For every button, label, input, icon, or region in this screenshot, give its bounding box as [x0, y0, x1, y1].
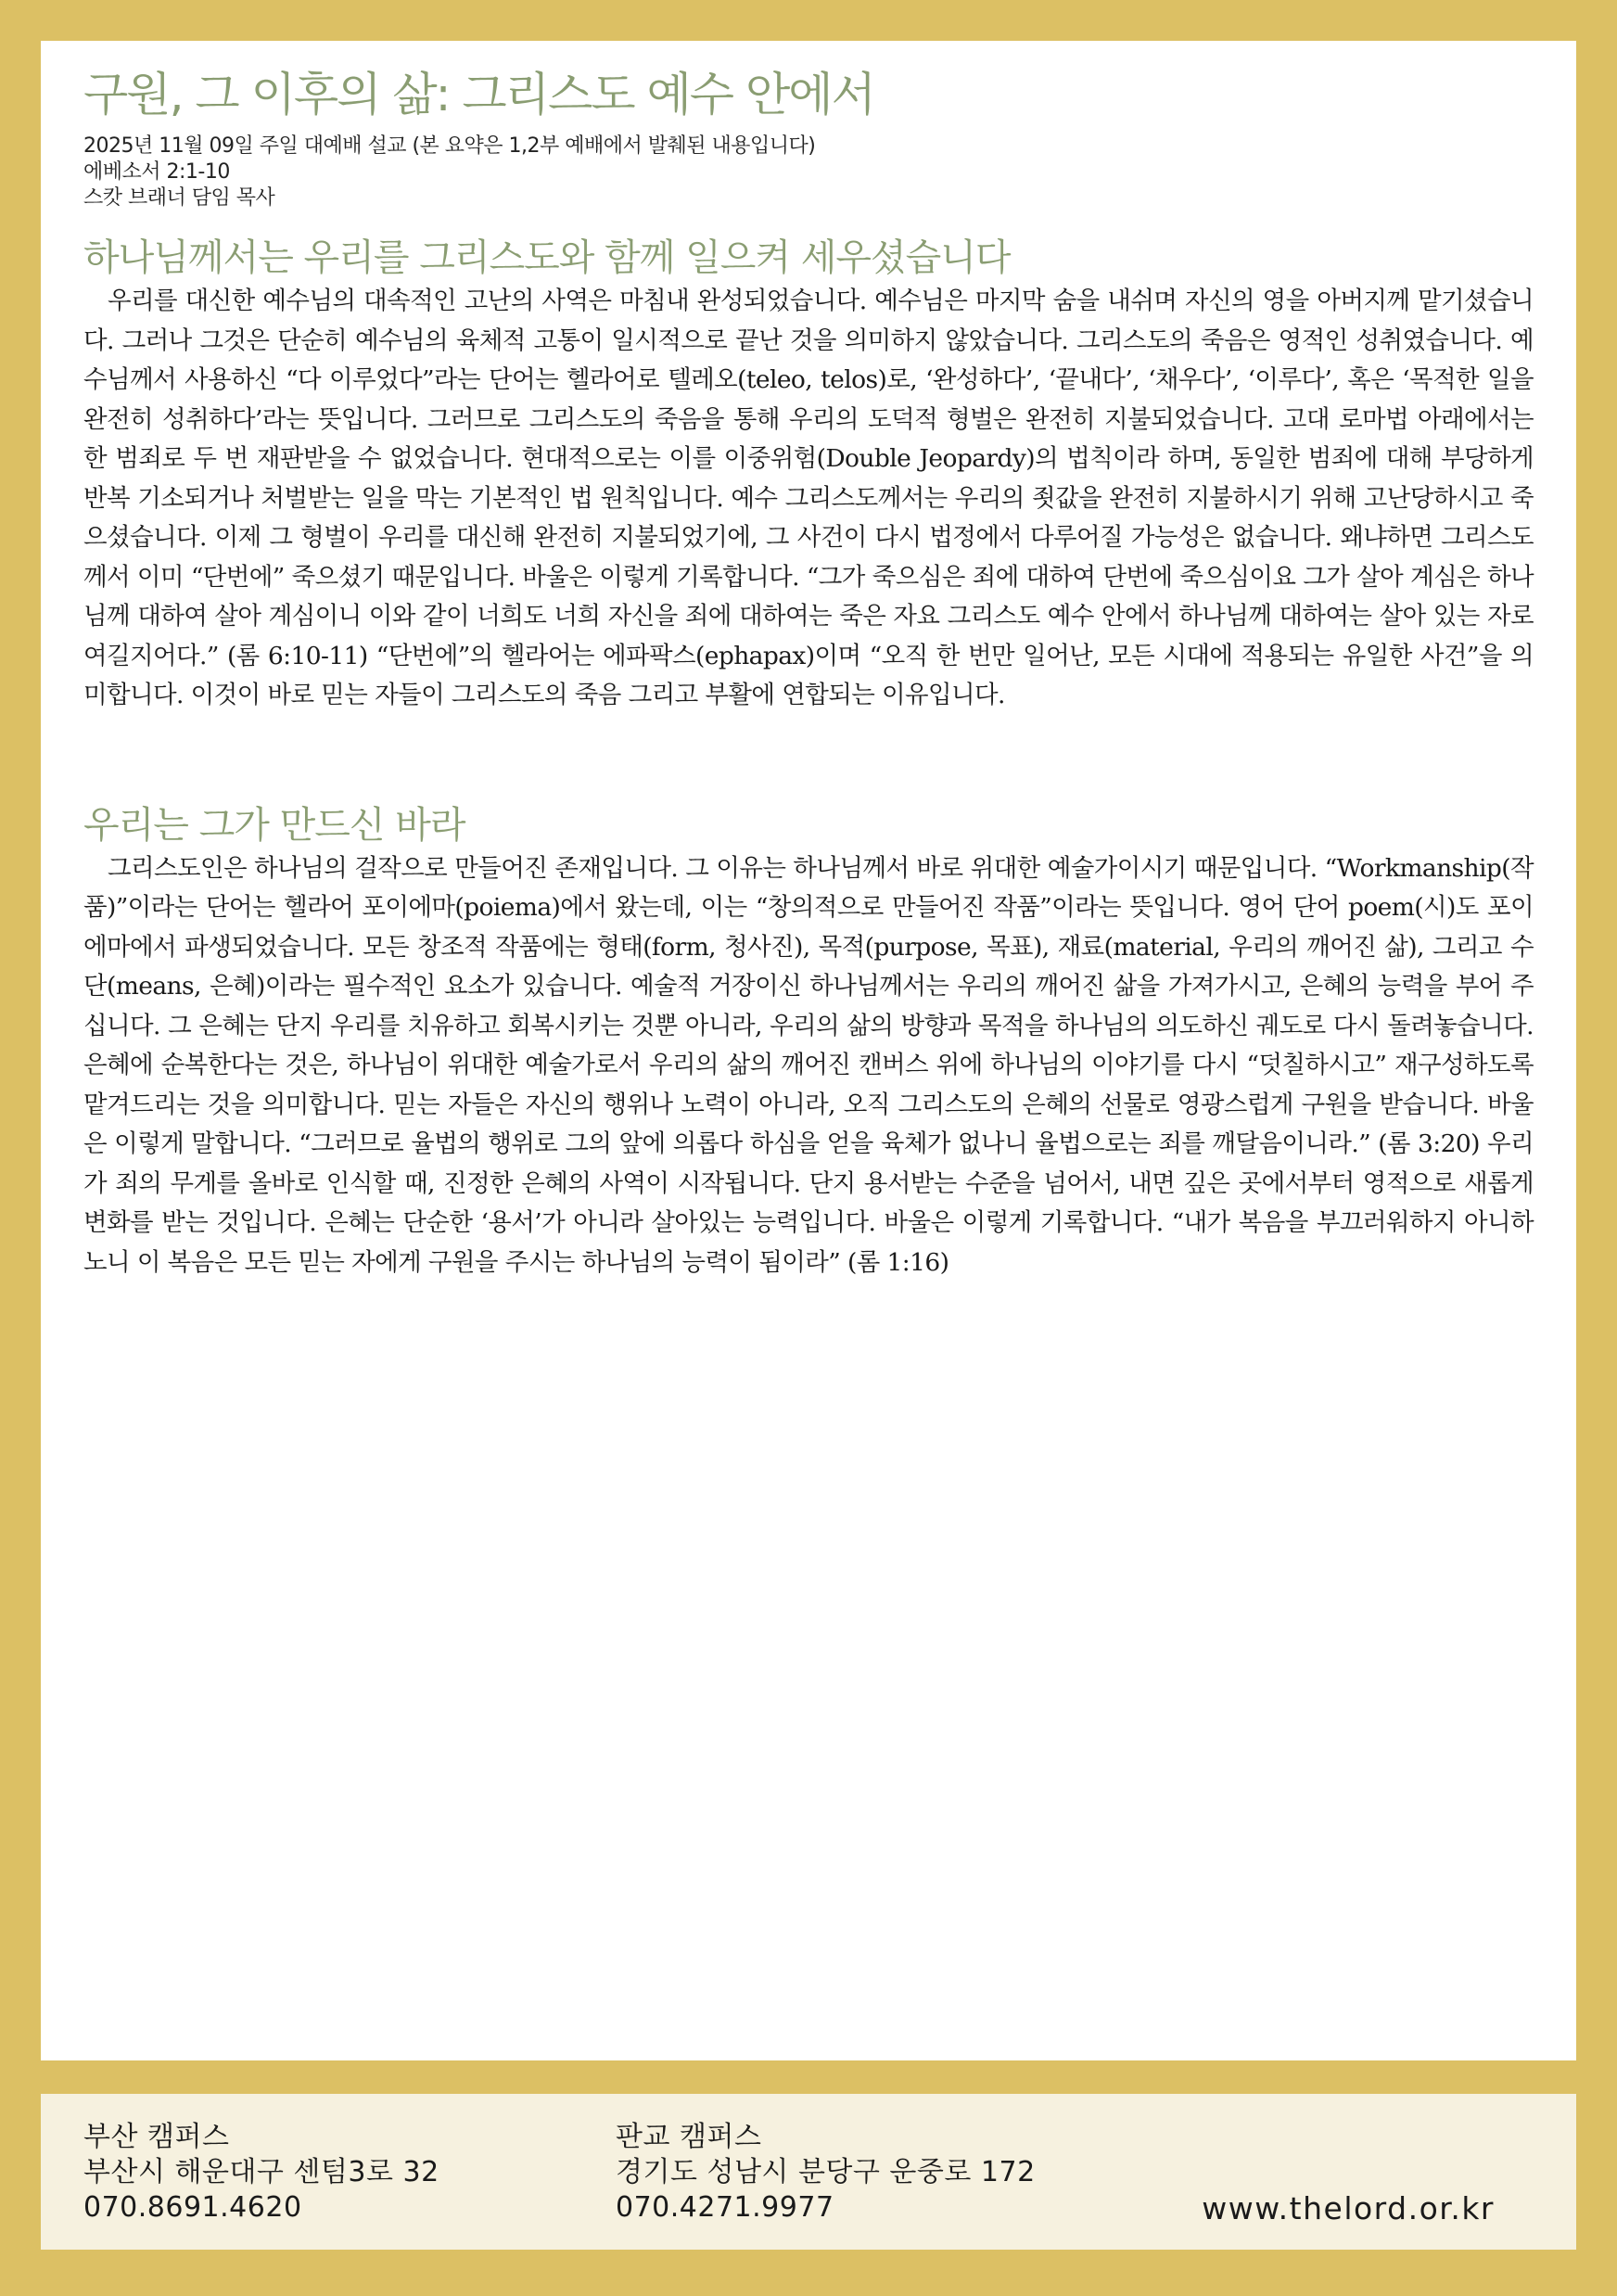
scripture-reference: 에베소서 2:1-10 [83, 160, 230, 185]
section-body-raised-with-christ: 우리를 대신한 예수님의 대속적인 고난의 사역은 마침내 완성되었습니다. 예수님은 마지막 숨을 내쉬며 자신의 영을 아버지께 맡기셨습니다. 그러나 그것은 단순히 예수님의 육체적 고통이 일시적으로 끝난 것을 의미하지 않았습니다. 그리스도의 죽음은 영적인 성취였습니다. 예수님께서 사용하신 “다 이루었다”라는 단어는 헬라어로 텔레오(teleo, telos)로, ‘완성하다’, ‘끝내다’, ‘채우다’, ‘이루다’, 혹은 ‘목적한 일을 완전히 성취하다’라는 뜻입니다. 그러므로 그리스도의 죽음을 통해 우리의 도덕적 형벌은 완전히 지불되었습니다. 고대 로마법 아래에서는 한 범죄로 두 번 재판받을 수 없었습니다. 현대적으로는 이를 이중위험(Double Jeopardy)의 법칙이라 하며, 동일한 범죄에 대해 부당하게 반복 기소되거나 처벌받는 일을 막는 기본적인 법 원칙입니다. 예수 그리스도께서는 우리의 죗값을 완전히 지불하시기 위해 고난당하시고 죽으셨습니다. 이제 그 형벌이 우리를 대신해 완전히 지불되었기에, 그 사건이 다시 법정에서 다루어질 가능성은 없습니다. 왜냐하면 그리스도께서 이미 “단번에” 죽으셨기 때문입니다. 바울은 이렇게 기록합니다. “그가 죽으심은 죄에 대하여 단번에 죽으심이요 그가 살아 계심은 하나님께 대하여 살아 계심이니 이와 같이 너희도 너희 자신을 죄에 대하여는 죽은 자요 그리스도 예수 안에서 하나님께 대하여는 살아 있는 자로 여길지어다.” (롬 6:10-11) “단번에”의 헬라어는 에파팍스(ephapax)이며 “오직 한 번만 일어난, 모든 시대에 적용되는 유일한 사건”을 의미합니다. 이것이 바로 믿는 자들이 그리스도의 죽음 그리고 부활에 연합되는 이유입니다. [83, 287, 1534, 710]
footer-contact [41, 2094, 1576, 2250]
website-url: www.thelord.or.kr [1202, 2190, 1495, 2226]
bulletin-page [41, 41, 1576, 2060]
campus-name: 판교 캠퍼스 [616, 2121, 762, 2153]
section-body-his-workmanship: 그리스도인은 하나님의 걸작으로 만들어진 존재입니다. 그 이유는 하나님께서 바로 위대한 예술가이시기 때문입니다. “Workmanship(작품)”이라는 단어는 헬라어 포이에마(poiema)에서 왔는데, 이는 “창의적으로 만들어진 작품”이라는 뜻입니다. 영어 단어 poem(시)도 포이에마에서 파생되었습니다. 모든 창조적 작품에는 형태(form, 청사진), 목적(purpose, 목표), 재료(material, 우리의 깨어진 삶), 그리고 수단(means, 은혜)이라는 필수적인 요소가 있습니다. 예술적 거장이신 하나님께서는 우리의 깨어진 삶을 가져가시고, 은혜의 능력을 부어 주십니다. 그 은혜는 단지 우리를 치유하고 회복시키는 것뿐 아니라, 우리의 삶의 방향과 목적을 하나님의 의도하신 궤도로 다시 돌려놓습니다. 은혜에 순복한다는 것은, 하나님이 위대한 예술가로서 우리의 삶의 깨어진 캔버스 위에 하나님의 이야기를 다시 “덧칠하시고” 재구성하도록 맡겨드리는 것을 의미합니다. 믿는 자들은 자신의 행위나 노력이 아니라, 오직 그리스도의 은혜의 선물로 영광스럽게 구원을 받습니다. 바울은 이렇게 말합니다. “그러므로 율법의 행위로 그의 앞에 의롭다 하심을 얻을 육체가 없나니 율법으로는 죄를 깨달음이니라.” (롬 3:20) 우리가 죄의 무게를 올바로 인식할 때, 진정한 은혜의 사역이 시작됩니다. 단지 용서받는 수준을 넘어서, 내면 깊은 곳에서부터 영적으로 새롭게 변화를 받는 것입니다. 은혜는 단순한 ‘용서’가 아니라 살아있는 능력입니다. 바울은 이렇게 기록합니다. “내가 복음을 부끄러워하지 아니하노니 이 복음은 모든 믿는 자에게 구원을 주시는 하나님의 능력이 됨이라” (롬 1:16) [83, 853, 1534, 1277]
campus-address: 부산시 해운대구 센텀3로 32 [83, 2156, 439, 2188]
busan-campus [83, 2120, 439, 2226]
campus-phone: 070.8691.4620 [83, 2191, 302, 2224]
campus-phone: 070.4271.9977 [616, 2191, 834, 2224]
campus-name: 부산 캠퍼스 [83, 2121, 230, 2153]
pangyo-campus [616, 2120, 1036, 2226]
page-title: 구원, 그 이후의 삶: 그리스도 예수 안에서 [83, 68, 874, 121]
sermon-date: 2025년 11월 09일 주일 대예배 설교 (본 요약은 1,2부 예배에서 발췌된 내용입니다) [83, 134, 816, 158]
section-heading-his-workmanship: 우리는 그가 만드신 바라 [83, 803, 465, 847]
preacher-name: 스캇 브래너 담임 목사 [83, 186, 275, 210]
section-heading-raised-with-christ: 하나님께서는 우리를 그리스도와 함께 일으켜 세우셨습니다 [83, 236, 1011, 280]
sermon-info [83, 134, 1534, 211]
campus-address: 경기도 성남시 분당구 운중로 172 [616, 2156, 1036, 2188]
